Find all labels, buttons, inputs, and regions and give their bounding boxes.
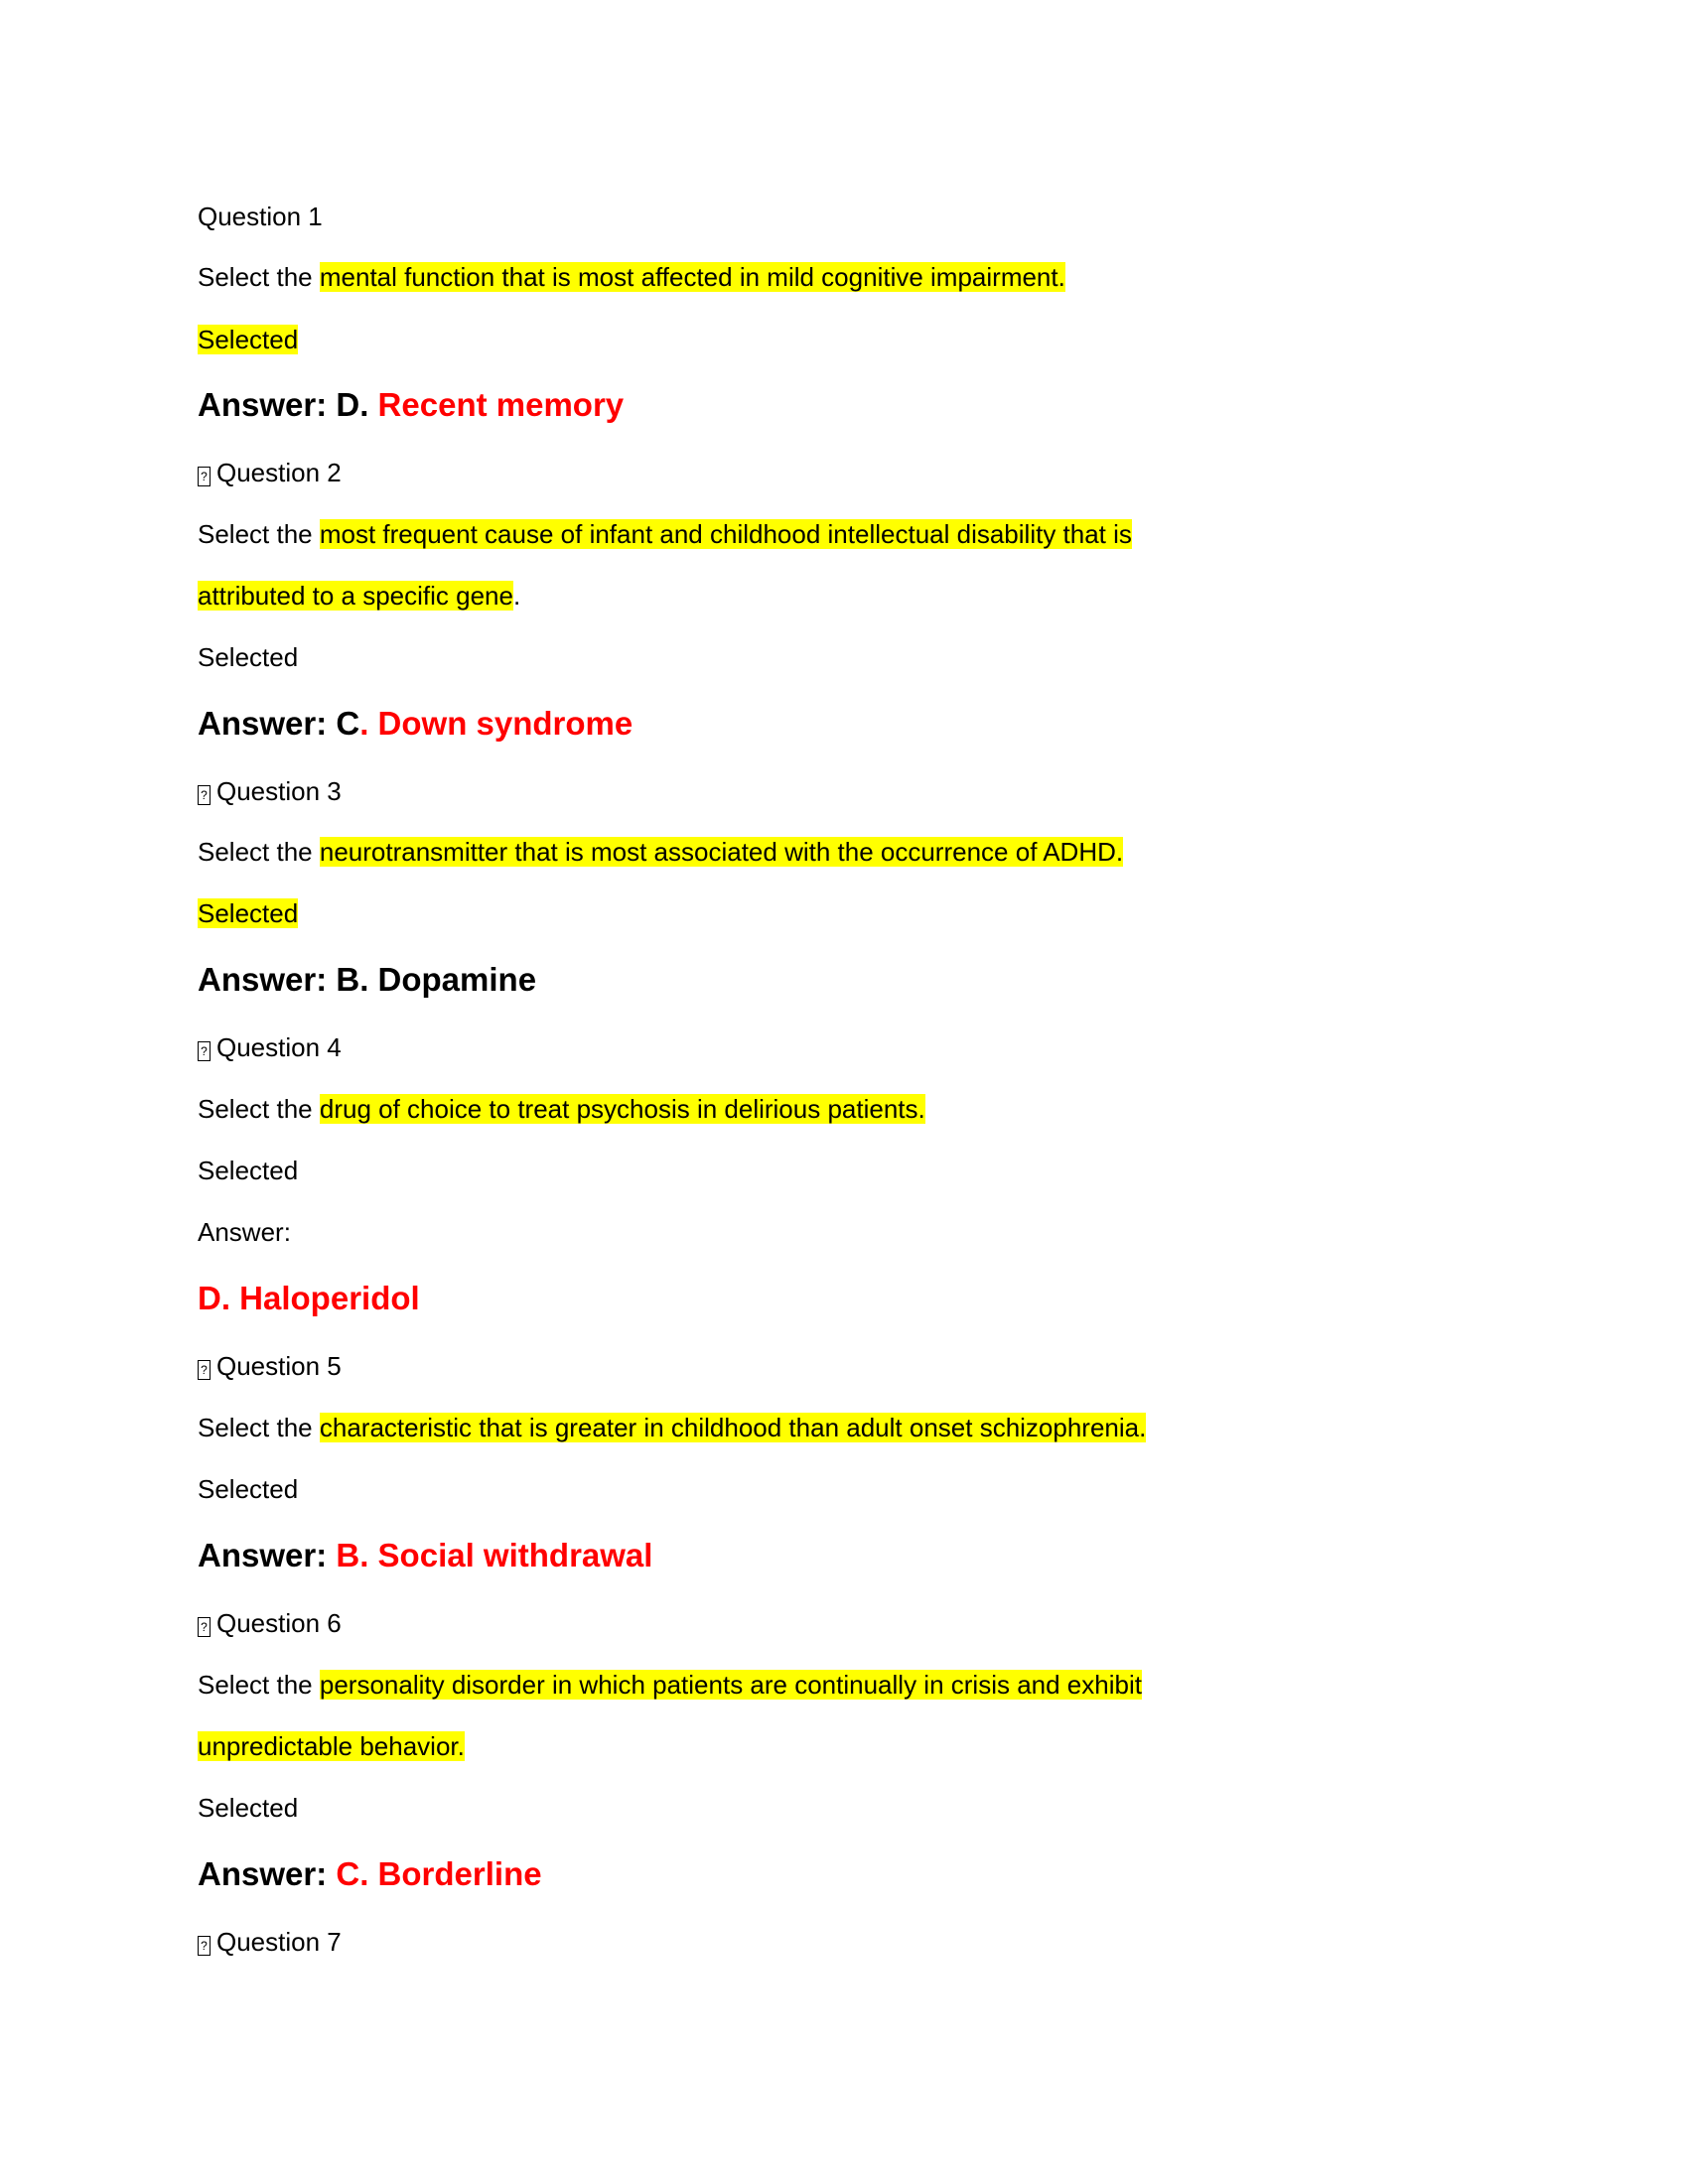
question-1-prompt: Select the mental function that is most affected in mild cognitive impairment. [198, 262, 1065, 292]
missing-glyph-icon: ? [198, 1360, 211, 1380]
question-4-selected: Selected [198, 1156, 299, 1185]
question-3-selected: Selected [198, 898, 299, 928]
missing-glyph-icon: ? [198, 1041, 211, 1061]
question-3-prompt: Select the neurotransmitter that is most associated with the occurrence of ADHD. [198, 837, 1124, 867]
missing-glyph-icon: ? [198, 1936, 211, 1956]
question-7-label: ? Question 7 [198, 1925, 342, 1959]
question-5-label: ? Question 5 [198, 1349, 342, 1383]
missing-glyph-icon: ? [198, 1617, 211, 1637]
question-6-answer: Answer: C. Borderline [198, 1855, 542, 1892]
question-2-answer: Answer: C. Down syndrome [198, 705, 633, 742]
question-1-answer: Answer: D. Recent memory [198, 386, 625, 423]
question-4-prompt: Select the drug of choice to treat psychosis in delirious patients. [198, 1094, 925, 1124]
question-5-selected: Selected [198, 1474, 299, 1504]
question-1-selected: Selected [198, 325, 299, 354]
question-6-prompt-cont: unpredictable behavior. [198, 1731, 465, 1761]
question-2-selected: Selected [198, 642, 299, 672]
question-5-answer: Answer: B. Social withdrawal [198, 1537, 653, 1573]
question-1-label: Question 1 [198, 202, 323, 231]
question-2-prompt-cont: attributed to a specific gene. [198, 581, 521, 611]
question-6-prompt: Select the personality disorder in which patients are continually in crisis and exhibit [198, 1670, 1142, 1700]
question-3-label: ? Question 3 [198, 774, 342, 808]
question-3-answer: Answer: B. Dopamine [198, 961, 537, 998]
question-6-label: ? Question 6 [198, 1606, 342, 1640]
question-5-prompt: Select the characteristic that is greater in childhood than adult onset schizophrenia. [198, 1413, 1147, 1442]
missing-glyph-icon: ? [198, 785, 211, 805]
question-2-prompt: Select the most frequent cause of infant and childhood intellectual disability that is [198, 519, 1132, 549]
question-4-answer: D. Haloperidol [198, 1280, 420, 1316]
question-4-label: ? Question 4 [198, 1030, 342, 1064]
question-2-label: ? Question 2 [198, 456, 342, 489]
question-6-selected: Selected [198, 1793, 299, 1823]
question-4-answer-label: Answer: [198, 1217, 291, 1247]
missing-glyph-icon: ? [198, 467, 211, 486]
